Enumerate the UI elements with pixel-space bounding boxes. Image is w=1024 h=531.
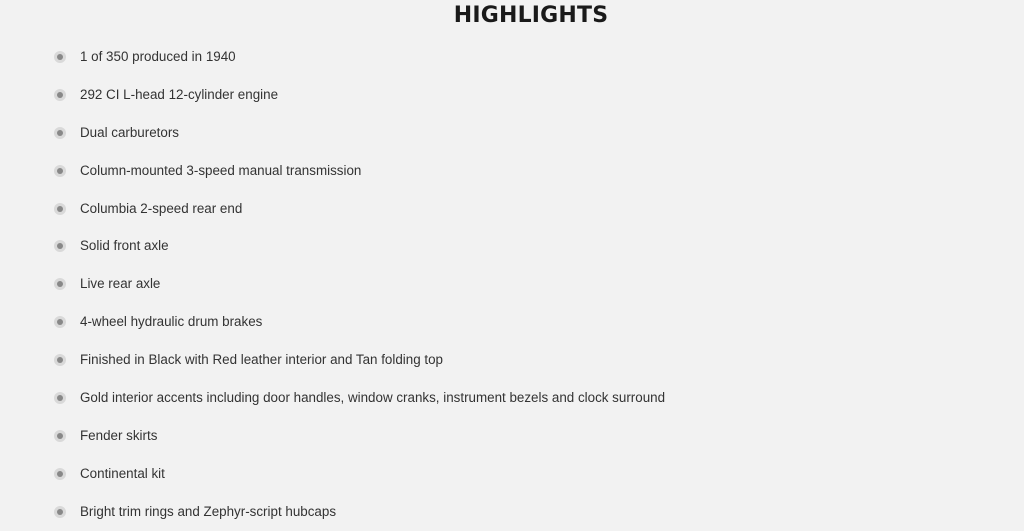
bullet-icon <box>54 165 66 177</box>
list-item-label: Finished in Black with Red leather interior and Tan folding top <box>80 352 443 368</box>
bullet-icon <box>54 316 66 328</box>
bullet-icon <box>54 89 66 101</box>
list-item-label: Continental kit <box>80 465 165 481</box>
list-item-label: 1 of 350 produced in 1940 <box>80 48 236 64</box>
list-item-label: Solid front axle <box>80 238 169 254</box>
list-item-label: Bright trim rings and Zephyr-script hubcaps <box>80 503 337 519</box>
bullet-icon <box>54 430 66 442</box>
highlights-title: HIGHLIGHTS <box>453 3 609 28</box>
list-item-label: Column-mounted 3-speed manual transmission <box>80 162 362 178</box>
list-item-label: Live rear axle <box>80 276 161 292</box>
list-item-label: Gold interior accents including door handles, window cranks, instrument bezels and clock surround <box>80 389 666 405</box>
bullet-icon <box>54 468 66 480</box>
list-item-label: Fender skirts <box>80 427 158 443</box>
bullet-icon <box>54 51 66 63</box>
bullet-icon <box>54 506 66 518</box>
bullet-icon <box>54 354 66 366</box>
bullet-icon <box>54 203 66 215</box>
bullet-icon <box>54 278 66 290</box>
list-item-label: 4-wheel hydraulic drum brakes <box>80 314 263 330</box>
list-item-label: 292 CI L-head 12-cylinder engine <box>80 86 279 102</box>
bullet-icon <box>54 240 66 252</box>
bullet-icon <box>54 127 66 139</box>
list-item-label: Columbia 2-speed rear end <box>80 200 243 216</box>
list-item-label: Dual carburetors <box>80 124 179 140</box>
bullet-icon <box>54 392 66 404</box>
